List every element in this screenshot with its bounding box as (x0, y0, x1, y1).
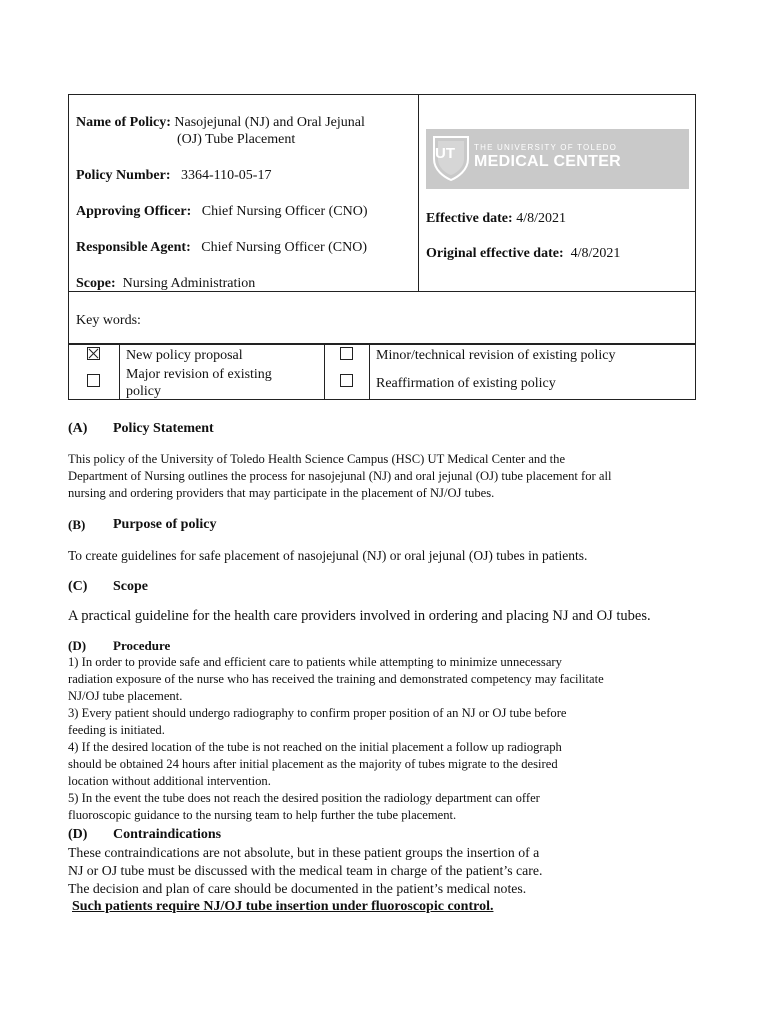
scope: Scope: Nursing Administration (76, 276, 256, 291)
checkbox-new-policy-label: New policy proposal (126, 348, 243, 363)
cell-divider (369, 344, 370, 400)
column-divider (418, 95, 419, 291)
section-a-body: This policy of the University of Toledo Health Science Campus (HSC) UT Medical Center and the Department of Nursing outlines the process for nasojejunal (NJ) and oral jejunal (OJ) tube placement for all nursing and ordering providers that may participate in the placement of NJ/OJ tubes. (68, 452, 612, 500)
effective-date-label: Effective date: (426, 211, 513, 226)
section-b-title: Purpose of policy (113, 517, 217, 532)
section-d-body: 1) In order to provide safe and efficient care to patients while attempting to minimize unnecessary radiation exposure of the nurse who has received the training and demonstrated competency may facilitate NJ/OJ tube placement. 3) Every patient should undergo radiography to confirm proper position of an NJ or OJ tube before feeding is initiated. 4) If the desired location of the tube is not reached on the initial placement a follow up radiograph should be obtained 24 hours after initial placement as the majority of tubes migrate to the desired location without additional intervention. 5) In the event the tube does not reach the desired position the radiology department can offer fluoroscopic guidance to the nursing team to help further the tube placement. (68, 655, 604, 822)
original-effective-date: Original effective date: 4/8/2021 (426, 246, 621, 261)
approving-officer-label: Approving Officer (76, 204, 187, 219)
policy-name-line2: (OJ) Tube Placement (177, 132, 296, 147)
section-b-letter: (B) (68, 517, 86, 532)
responsible-agent: Responsible Agent: Chief Nursing Officer (CNO) (76, 240, 368, 255)
section-c-title: Scope (113, 579, 148, 594)
cell-divider (119, 344, 120, 400)
section-d-letter: (D) (68, 638, 87, 653)
approving-officer-value: Chief Nursing Officer (CNO) (201, 204, 368, 219)
section-e-letter: (D) (68, 827, 88, 842)
checkbox-major-revision-label: Major revision of existing policy (126, 367, 272, 399)
policy-number-value: 3364-110-05-17 (181, 168, 272, 183)
policy-number-label: Policy Number (76, 168, 166, 183)
scope-value: Nursing Administration (122, 276, 256, 291)
university-logo (426, 129, 689, 189)
checkbox-row-divider (68, 343, 696, 344)
original-effective-date-label: Original effective date (426, 246, 559, 261)
policy-name-value: Nasojejunal (NJ) and Oral Jejunal (174, 115, 365, 130)
checkbox-minor-revision[interactable] (340, 347, 353, 360)
effective-date-value: 4/8/2021 (516, 211, 566, 226)
logo-mark: UT (435, 145, 455, 162)
row-divider (69, 344, 695, 345)
section-a-title: Policy Statement (113, 421, 214, 436)
section-d-title: Procedure (113, 638, 171, 653)
checkbox-major-revision[interactable] (87, 374, 100, 387)
scope-label: Scope (76, 276, 111, 291)
responsible-agent-label: Responsible Agent (76, 240, 187, 255)
section-c-body: A practical guideline for the health care providers involved in ordering and placing NJ and OJ tubes. (68, 608, 651, 624)
key-words-label: Key words: (76, 313, 141, 328)
logo-line2: MEDICAL CENTER (474, 153, 622, 170)
section-b-body: To create guidelines for safe placement of nasojejunal (NJ) or oral jejunal (OJ) tubes in patients. (68, 548, 588, 563)
checkbox-reaffirmation-label: Reaffirmation of existing policy (376, 376, 556, 391)
original-effective-date-value: 4/8/2021 (570, 246, 621, 261)
section-c-letter: (C) (68, 579, 88, 594)
policy-number: Policy Number: 3364-110-05-17 (76, 168, 272, 183)
section-e-title: Contraindications (113, 827, 222, 842)
responsible-agent-value: Chief Nursing Officer (CNO) (201, 240, 368, 255)
effective-date (426, 210, 566, 227)
policy-name: Name of Policy: Nasojejunal (NJ) and Oral Jejunal (76, 115, 365, 130)
section-e-emphasis: Such patients require NJ/OJ tube insertion under fluoroscopic control. (72, 899, 494, 914)
section-a-letter: (A) (68, 421, 88, 436)
checkbox-new-policy[interactable] (87, 347, 100, 360)
logo-line1: THE UNIVERSITY OF TOLEDO (474, 143, 618, 152)
section-e-body: These contraindications are not absolute, but in these patient groups the insertion of a NJ or OJ tube must be discussed with the medical team in charge of the patient’s care. The decision and plan of care should be documented in the patient’s medical notes. (68, 845, 543, 896)
checkbox-minor-revision-label: Minor/technical revision of existing policy (376, 348, 616, 363)
policy-name-label: Name of Policy (76, 115, 167, 130)
cell-divider (324, 344, 325, 400)
approving-officer: Approving Officer: Chief Nursing Officer (CNO) (76, 204, 368, 219)
checkbox-reaffirmation[interactable] (340, 374, 353, 387)
